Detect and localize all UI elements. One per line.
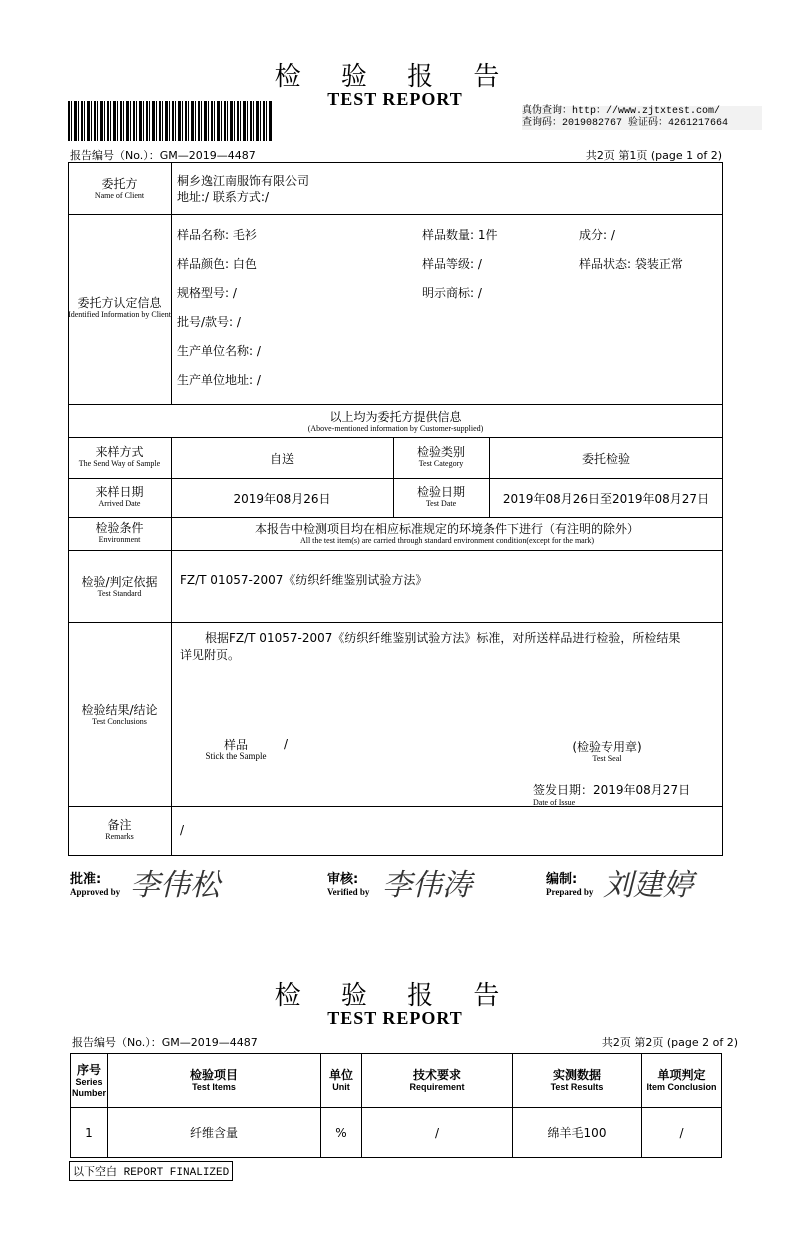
report-title-en: TEST REPORT xyxy=(327,89,463,109)
issue-date: 签发日期：2019年08月27日 Date of Issue xyxy=(533,783,691,807)
test-seal: (检验专用章) Test Seal xyxy=(572,740,642,763)
sample-stick-label: 样品 Stick the Sample xyxy=(205,738,267,761)
report-title-cn-page2: 检 验 报 告 xyxy=(274,981,516,1011)
report-finalized: 以下空白 REPORT FINALIZED xyxy=(69,1161,233,1181)
conclusion-label: 检验结果/结论 Test Conclusions xyxy=(81,703,158,726)
verification-box xyxy=(522,106,762,130)
header-series: 序号 Series Number xyxy=(71,1054,108,1108)
report-number-page2: 报告编号（No.）：GM—2019—4487 xyxy=(72,1036,258,1049)
send-way-label: 来样方式 The Send Way of Sample xyxy=(78,445,161,468)
spec-model: 规格型号: / xyxy=(177,286,237,300)
remarks-label: 备注 Remarks xyxy=(105,818,134,841)
approved-signature: 李伟松 xyxy=(130,868,220,903)
results-header-row xyxy=(71,1054,722,1108)
report-title-en-page2: TEST REPORT xyxy=(327,1008,463,1028)
table-row xyxy=(71,1108,722,1158)
remarks-value: / xyxy=(180,823,185,837)
producer-name: 生产单位名称: / xyxy=(177,344,261,358)
send-way-value: 自送 xyxy=(269,452,294,466)
sample-state: 样品状态: 袋装正常 xyxy=(579,257,683,271)
batch-number: 批号/款号: / xyxy=(177,315,241,329)
environment-value: 本报告中检测项目均在相应标准规定的环境条件下进行（有注明的除外） All the test item(s) are carried through standard environment condition(except for the mark) xyxy=(254,522,639,545)
sample-name: 样品名称: 毛衫 xyxy=(177,228,257,242)
results-table xyxy=(70,1053,722,1158)
test-date-label: 检验日期 Test Date xyxy=(416,485,465,508)
prepared-by: 编制: Prepared by xyxy=(546,872,594,897)
cell-item-conclusion: / xyxy=(642,1108,722,1158)
cell-unit: % xyxy=(321,1108,362,1158)
verification-url: 真伪查询：http：//www.zjtxtest.com/ xyxy=(522,106,721,117)
environment-label: 检验条件 Environment xyxy=(95,521,144,544)
arrived-date-label: 来样日期 Arrived Date xyxy=(95,485,144,508)
standard-value: FZ/T 01057-2007《纺织纤维鉴别试验方法》 xyxy=(180,573,428,587)
verified-signature: 李伟涛 xyxy=(382,868,472,903)
conclusion-text-2: 详见附页。 xyxy=(180,648,241,662)
composition: 成分: / xyxy=(579,228,615,242)
cell-test-result: 绵羊毛100 xyxy=(513,1108,642,1158)
test-date-value: 2019年08月26日至2019年08月27日 xyxy=(502,492,710,506)
sample-color: 样品颜色: 白色 xyxy=(177,257,257,271)
client-address: 地址:/ 联系方式:/ xyxy=(177,190,269,204)
cell-test-item: 纤维含量 xyxy=(108,1108,321,1158)
cell-series: 1 xyxy=(71,1108,108,1158)
test-category-value: 委托检验 xyxy=(581,452,630,466)
identified-label: 委托方认定信息 Identified Information by Client xyxy=(68,296,171,319)
page-info-page2: 共2页 第2页 (page 2 of 2) xyxy=(601,1036,738,1049)
page-info: 共2页 第1页 (page 1 of 2) xyxy=(585,149,722,162)
producer-address: 生产单位地址: / xyxy=(177,373,261,387)
header-item-conclusion: 单项判定 Item Conclusion xyxy=(642,1054,722,1108)
client-label: 委托方 Name of Client xyxy=(94,177,145,200)
arrived-date-value: 2019年08月26日 xyxy=(233,492,331,506)
sample-stick-value: / xyxy=(284,737,289,751)
standard-label: 检验/判定依据 Test Standard xyxy=(81,575,158,598)
trademark: 明示商标: / xyxy=(422,286,482,300)
conclusion-text-1: 根据FZ/T 01057-2007《纺织纤维鉴别试验方法》标准，对所送样品进行检验，所检结果 xyxy=(205,631,681,645)
verified-by: 审核: Verified by xyxy=(327,872,370,897)
cell-requirement: / xyxy=(362,1108,513,1158)
sample-grade: 样品等级: / xyxy=(422,257,482,271)
sample-quantity: 样品数量: 1件 xyxy=(422,228,498,242)
verification-codes: 查询码：2019082767 验证码：4261217664 xyxy=(522,118,729,129)
approved-by: 批准: Approved by xyxy=(70,872,121,897)
barcode-icon xyxy=(68,101,273,141)
supplied-note: 以上均为委托方提供信息 (Above-mentioned information by Customer-supplied) xyxy=(307,410,484,433)
client-name: 桐乡逸江南服饰有限公司 xyxy=(177,174,310,188)
header-requirement: 技术要求 Requirement xyxy=(362,1054,513,1108)
report-number: 报告编号（No.）：GM—2019—4487 xyxy=(70,149,256,162)
report-title-cn: 检 验 报 告 xyxy=(274,62,516,92)
prepared-signature: 刘建婷 xyxy=(603,868,693,903)
header-test-items: 检验项目 Test Items xyxy=(108,1054,321,1108)
header-unit: 单位 Unit xyxy=(321,1054,362,1108)
header-test-results: 实测数据 Test Results xyxy=(513,1054,642,1108)
test-category-label: 检验类别 Test Category xyxy=(416,445,465,468)
